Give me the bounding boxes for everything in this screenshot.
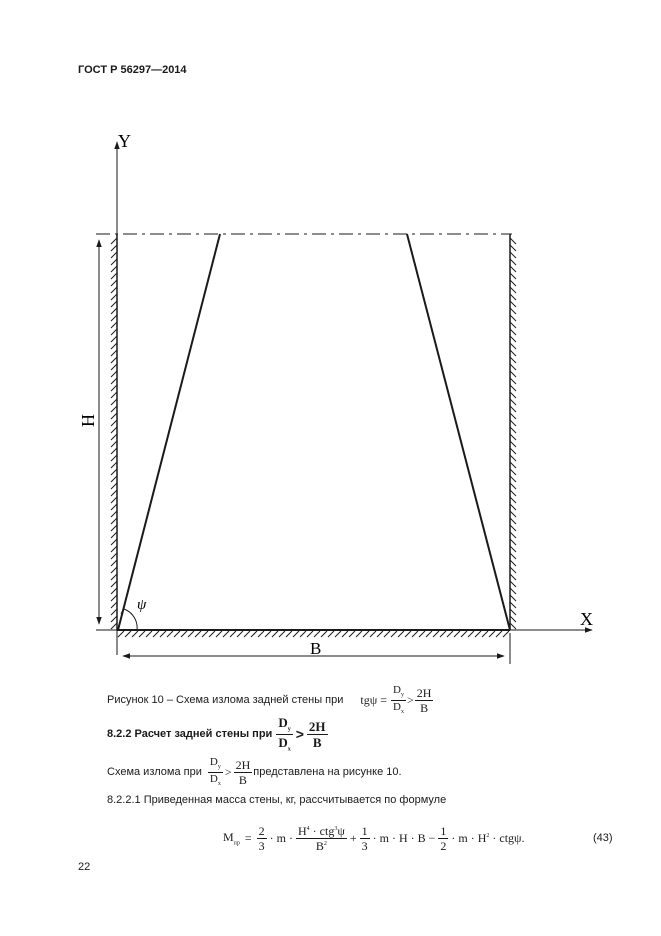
hatch-stroke	[510, 518, 516, 524]
hatch-stroke	[111, 364, 117, 370]
hatch-stroke	[111, 413, 117, 419]
hatch-stroke	[510, 525, 516, 531]
hatch-stroke	[349, 631, 355, 637]
hatch-stroke	[111, 511, 117, 517]
hatch-stroke	[300, 631, 306, 637]
section-822-heading: 8.2.2 Расчет задней стены при $\frac{D_y}{D_x}$ > $\frac{2H}{B}$	[107, 714, 326, 753]
hatch-stroke	[398, 631, 404, 637]
bottom-support-hatching	[117, 630, 510, 637]
hatch-stroke	[111, 245, 117, 251]
hatch-stroke	[510, 238, 516, 244]
hatch-stroke	[111, 595, 117, 601]
hatch-stroke	[335, 631, 341, 637]
hatch-stroke	[412, 631, 418, 637]
hatch-stroke	[111, 301, 117, 307]
hatch-stroke	[510, 273, 516, 279]
right-fracture-line	[407, 234, 510, 630]
hatch-stroke	[195, 631, 201, 637]
hatch-stroke	[510, 588, 516, 594]
hatch-stroke	[510, 504, 516, 510]
hatch-stroke	[489, 631, 495, 637]
hatch-stroke	[510, 539, 516, 545]
hatch-stroke	[146, 631, 152, 637]
hatch-stroke	[510, 301, 516, 307]
hatch-stroke	[510, 560, 516, 566]
hatch-stroke	[202, 631, 208, 637]
hatch-stroke	[111, 553, 117, 559]
hatch-stroke	[111, 441, 117, 447]
hatch-stroke	[111, 476, 117, 482]
hatch-stroke	[160, 631, 166, 637]
hatch-stroke	[111, 238, 117, 244]
hatch-stroke	[111, 329, 117, 335]
hatch-stroke	[510, 420, 516, 426]
hatch-stroke	[111, 434, 117, 440]
hatch-stroke	[111, 406, 117, 412]
hatch-stroke	[503, 631, 509, 637]
hatch-stroke	[111, 539, 117, 545]
hatch-stroke	[468, 631, 474, 637]
hatch-stroke	[111, 567, 117, 573]
hatch-stroke	[111, 420, 117, 426]
hatch-stroke	[510, 350, 516, 356]
hatch-stroke	[510, 483, 516, 489]
hatch-stroke	[342, 631, 348, 637]
left-fracture-line	[118, 234, 220, 630]
hatch-stroke	[510, 294, 516, 300]
hatch-stroke	[111, 483, 117, 489]
caption-text: Рисунок 10 – Схема излома задней стены при	[107, 694, 344, 706]
hatch-stroke	[111, 252, 117, 258]
hatch-stroke	[251, 631, 257, 637]
hatch-stroke	[510, 427, 516, 433]
hatch-stroke	[111, 623, 117, 629]
hatch-stroke	[237, 631, 243, 637]
hatch-stroke	[510, 602, 516, 608]
hatch-stroke	[111, 588, 117, 594]
hatch-stroke	[510, 392, 516, 398]
hatch-stroke	[111, 280, 117, 286]
hatch-stroke	[111, 462, 117, 468]
hatch-stroke	[510, 315, 516, 321]
hatch-stroke	[510, 322, 516, 328]
hatch-stroke	[510, 476, 516, 482]
hatch-stroke	[510, 546, 516, 552]
hatch-stroke	[111, 385, 117, 391]
hatch-stroke	[510, 490, 516, 496]
formula-43-number: (43)	[593, 832, 613, 844]
hatch-stroke	[111, 497, 117, 503]
hatch-stroke	[153, 631, 159, 637]
hatch-stroke	[111, 294, 117, 300]
section-8221-text: 8.2.2.1 Приведенная масса стены, кг, рассчитывается по формуле	[107, 794, 447, 806]
hatch-stroke	[510, 434, 516, 440]
hatch-stroke	[356, 631, 362, 637]
hatch-stroke	[510, 378, 516, 384]
hatch-stroke	[209, 631, 215, 637]
hatch-stroke	[111, 581, 117, 587]
hatch-stroke	[405, 631, 411, 637]
hatch-stroke	[475, 631, 481, 637]
hatch-stroke	[510, 385, 516, 391]
hatch-stroke	[482, 631, 488, 637]
hatch-stroke	[510, 413, 516, 419]
hatch-stroke	[111, 560, 117, 566]
hatch-stroke	[111, 574, 117, 580]
hatch-stroke	[111, 315, 117, 321]
hatch-stroke	[391, 631, 397, 637]
hatch-stroke	[510, 595, 516, 601]
hatch-stroke	[433, 631, 439, 637]
hatch-stroke	[510, 399, 516, 405]
hatch-stroke	[111, 357, 117, 363]
hatch-stroke	[223, 631, 229, 637]
hatch-stroke	[510, 553, 516, 559]
left-wall-hatching	[111, 234, 117, 630]
hatch-stroke	[454, 631, 460, 637]
angle-label: ψ	[137, 597, 147, 613]
hatch-stroke	[111, 399, 117, 405]
y-axis-label: Y	[118, 131, 131, 151]
hatch-stroke	[139, 631, 145, 637]
hatch-stroke	[167, 631, 173, 637]
hatch-stroke	[419, 631, 425, 637]
hatch-stroke	[510, 364, 516, 370]
hatch-stroke	[461, 631, 467, 637]
hatch-stroke	[510, 462, 516, 468]
hatch-stroke	[111, 455, 117, 461]
page-number: 22	[78, 861, 91, 873]
hatch-stroke	[181, 631, 187, 637]
hatch-stroke	[111, 378, 117, 384]
hatch-stroke	[447, 631, 453, 637]
hatch-stroke	[111, 308, 117, 314]
hatch-stroke	[286, 631, 292, 637]
hatch-stroke	[111, 336, 117, 342]
hatch-stroke	[111, 287, 117, 293]
hatch-stroke	[111, 448, 117, 454]
hatch-stroke	[426, 631, 432, 637]
hatch-stroke	[111, 616, 117, 622]
formula-43: $M_{пр}$ = $\frac{2}{3}$ · m · $\frac{H^4 \cdot ctg^3\psi}{B^2}$ + $\frac{1}{3}$ · m · H · B − $\frac{1}{2}$ · $m \cdot H^2 \cdot ctg\psi$.	[223, 823, 525, 853]
hatch-stroke	[510, 357, 516, 363]
hatch-stroke	[510, 616, 516, 622]
hatch-stroke	[328, 631, 334, 637]
hatch-stroke	[510, 448, 516, 454]
hatch-stroke	[111, 273, 117, 279]
hatch-stroke	[132, 631, 138, 637]
hatch-stroke	[111, 259, 117, 265]
hatch-stroke	[363, 631, 369, 637]
hatch-stroke	[118, 631, 124, 637]
hatch-stroke	[510, 287, 516, 293]
hatch-stroke	[272, 631, 278, 637]
hatch-stroke	[440, 631, 446, 637]
hatch-stroke	[510, 245, 516, 251]
hatch-stroke	[314, 631, 320, 637]
hatch-stroke	[111, 525, 117, 531]
width-label: B	[310, 639, 322, 658]
hatch-stroke	[510, 609, 516, 615]
hatch-stroke	[510, 371, 516, 377]
hatch-stroke	[307, 631, 313, 637]
hatch-stroke	[111, 350, 117, 356]
document-standard-header: ГОСТ Р 56297—2014	[78, 64, 187, 76]
hatch-stroke	[510, 455, 516, 461]
hatch-stroke	[111, 392, 117, 398]
caption-formula: tgψ = $\frac{D_y}{D_x}$ > $\frac{2H}{B}$	[360, 684, 432, 715]
height-label: H	[78, 414, 98, 427]
hatch-stroke	[111, 343, 117, 349]
hatch-stroke	[510, 343, 516, 349]
hatch-stroke	[510, 280, 516, 286]
hatch-stroke	[111, 602, 117, 608]
hatch-stroke	[188, 631, 194, 637]
hatch-stroke	[510, 532, 516, 538]
hatch-stroke	[125, 631, 131, 637]
scheme-description: Схема излома при $\frac{D_y}{D_x}$ > $\frac{2H}{B}$ представлена на рисунке 10.	[107, 756, 402, 787]
hatch-stroke	[510, 336, 516, 342]
hatch-stroke	[510, 497, 516, 503]
hatch-stroke	[244, 631, 250, 637]
hatch-stroke	[216, 631, 222, 637]
hatch-stroke	[510, 259, 516, 265]
hatch-stroke	[377, 631, 383, 637]
x-axis-label: X	[580, 609, 593, 629]
hatch-stroke	[496, 631, 502, 637]
hatch-stroke	[321, 631, 327, 637]
hatch-stroke	[279, 631, 285, 637]
hatch-stroke	[510, 581, 516, 587]
hatch-stroke	[265, 631, 271, 637]
hatch-stroke	[111, 469, 117, 475]
hatch-stroke	[111, 609, 117, 615]
hatch-stroke	[510, 623, 516, 629]
hatch-stroke	[510, 266, 516, 272]
hatch-stroke	[111, 518, 117, 524]
hatch-stroke	[510, 252, 516, 258]
hatch-stroke	[510, 329, 516, 335]
hatch-stroke	[293, 631, 299, 637]
hatch-stroke	[510, 469, 516, 475]
angle-arc	[124, 609, 137, 630]
hatch-stroke	[230, 631, 236, 637]
hatch-stroke	[111, 532, 117, 538]
hatch-stroke	[111, 504, 117, 510]
hatch-stroke	[510, 308, 516, 314]
hatch-stroke	[510, 574, 516, 580]
hatch-stroke	[370, 631, 376, 637]
hatch-stroke	[174, 631, 180, 637]
hatch-stroke	[111, 490, 117, 496]
hatch-stroke	[510, 511, 516, 517]
right-wall-hatching	[510, 234, 516, 630]
hatch-stroke	[111, 322, 117, 328]
hatch-stroke	[111, 371, 117, 377]
hatch-stroke	[111, 546, 117, 552]
hatch-stroke	[384, 631, 390, 637]
hatch-stroke	[258, 631, 264, 637]
hatch-stroke	[510, 441, 516, 447]
hatch-stroke	[111, 266, 117, 272]
hatch-stroke	[510, 567, 516, 573]
hatch-stroke	[510, 406, 516, 412]
hatch-stroke	[111, 427, 117, 433]
